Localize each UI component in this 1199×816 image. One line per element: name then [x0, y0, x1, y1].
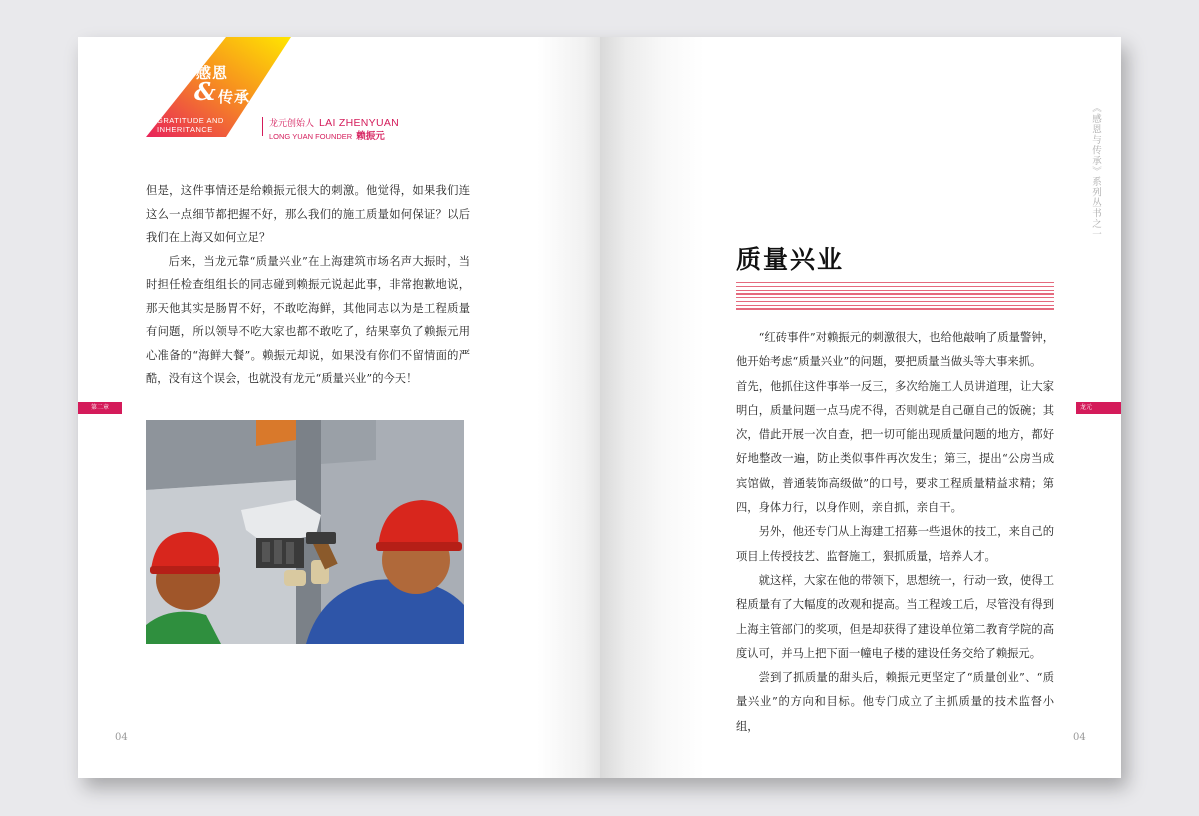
- page-number-right: 04: [1073, 732, 1086, 743]
- chapter-title: 质量兴业: [736, 245, 845, 274]
- book-spread: [78, 37, 1121, 778]
- paragraph: 首先，他抓住这件事举一反三，多次给施工人员讲道理，让大家明白，质量问题一点马虎不得，否则就是自己砸自己的饭碗；其次，借此开展一次自查，把一切可能出现质量问题的地方，都好好地整改一遍，防止类似事件再次发生；第三，提出“公房当成宾馆做，普通装饰高级做”的口号，要求工程质量精益求精；第四，身体力行，以身作则，亲自抓，亲自干。: [736, 379, 1054, 515]
- left-body-text: [146, 179, 470, 391]
- founder-name-cn: 赖振元: [356, 131, 385, 142]
- founder-line-2: [269, 128, 385, 142]
- banner-title-english: GRATITUDE AND INHERITANCE: [157, 116, 224, 134]
- banner-title-inheritance: 传承: [218, 88, 251, 106]
- series-label: 《感恩与传承》系列丛书之一: [1090, 103, 1101, 240]
- paragraph: 但是，这件事情还是给赖振元很大的刺激。他觉得，如果我们连这么一点细节都把握不好，那么我们的施工质量如何保证？以后我们在上海又如何立足？: [146, 184, 470, 244]
- right-page: [600, 37, 1121, 778]
- left-page: [78, 37, 600, 778]
- founder-label-en: LONG YUAN FOUNDER: [269, 132, 353, 141]
- title-stripes: [736, 282, 1054, 314]
- founder-label-cn: 龙元创始人: [269, 118, 315, 128]
- founder-divider: [262, 117, 263, 136]
- right-body-text: [736, 326, 1054, 739]
- side-tab: 龙元: [1076, 402, 1121, 414]
- paragraph: “红砖事件”对赖振元的刺激很大，也给他敲响了质量警钟，他开始考虑“质量兴业”的问题，要把质量当做头等大事来抓。: [736, 331, 1054, 369]
- page-number-left: 04: [115, 732, 128, 743]
- paragraph: 另外，他还专门从上海建工招募一些退休的技工，来自己的项目上传授技艺、监督施工，狠抓质量，培养人才。: [736, 525, 1054, 563]
- paragraph: 后来，当龙元靠“质量兴业”在上海建筑市场名声大振时，当时担任检查组组长的同志碰到赖振元说起此事，非常抱歉地说，那天他其实是肠胃不好，不敢吃海鲜，其他同志以为是工程质量有问题，所以领导不吃大家也都不敢吃了，结果辜负了赖振元用心准备的“海鲜大餐”。赖振元却说，如果没有你们不留情面的严酷，没有这个误会，也就没有龙元“质量兴业”的今天！: [146, 254, 470, 385]
- banner-title-gratitude: 感恩: [196, 64, 229, 82]
- banner-ampersand: &: [194, 77, 216, 106]
- chapter-tab: 第二章: [78, 402, 122, 414]
- paragraph: 尝到了抓质量的甜头后，赖振元更坚定了“质量创业”、“质量兴业”的方向和目标。他专门成立了主抓质量的技术监督小组，: [736, 671, 1054, 733]
- paragraph: 就这样，大家在他的带领下，思想统一，行动一致，使得工程质量有了大幅度的改观和提高。当工程竣工后，尽管没有得到上海主管部门的奖项，但是却获得了建设单位第二教育学院的高度认可，并马上把下面一幢电子楼的建设任务交给了赖振元。: [736, 573, 1054, 660]
- founder-name-en: LAI ZHENYUAN: [319, 117, 400, 129]
- construction-workers-illustration: [146, 420, 464, 644]
